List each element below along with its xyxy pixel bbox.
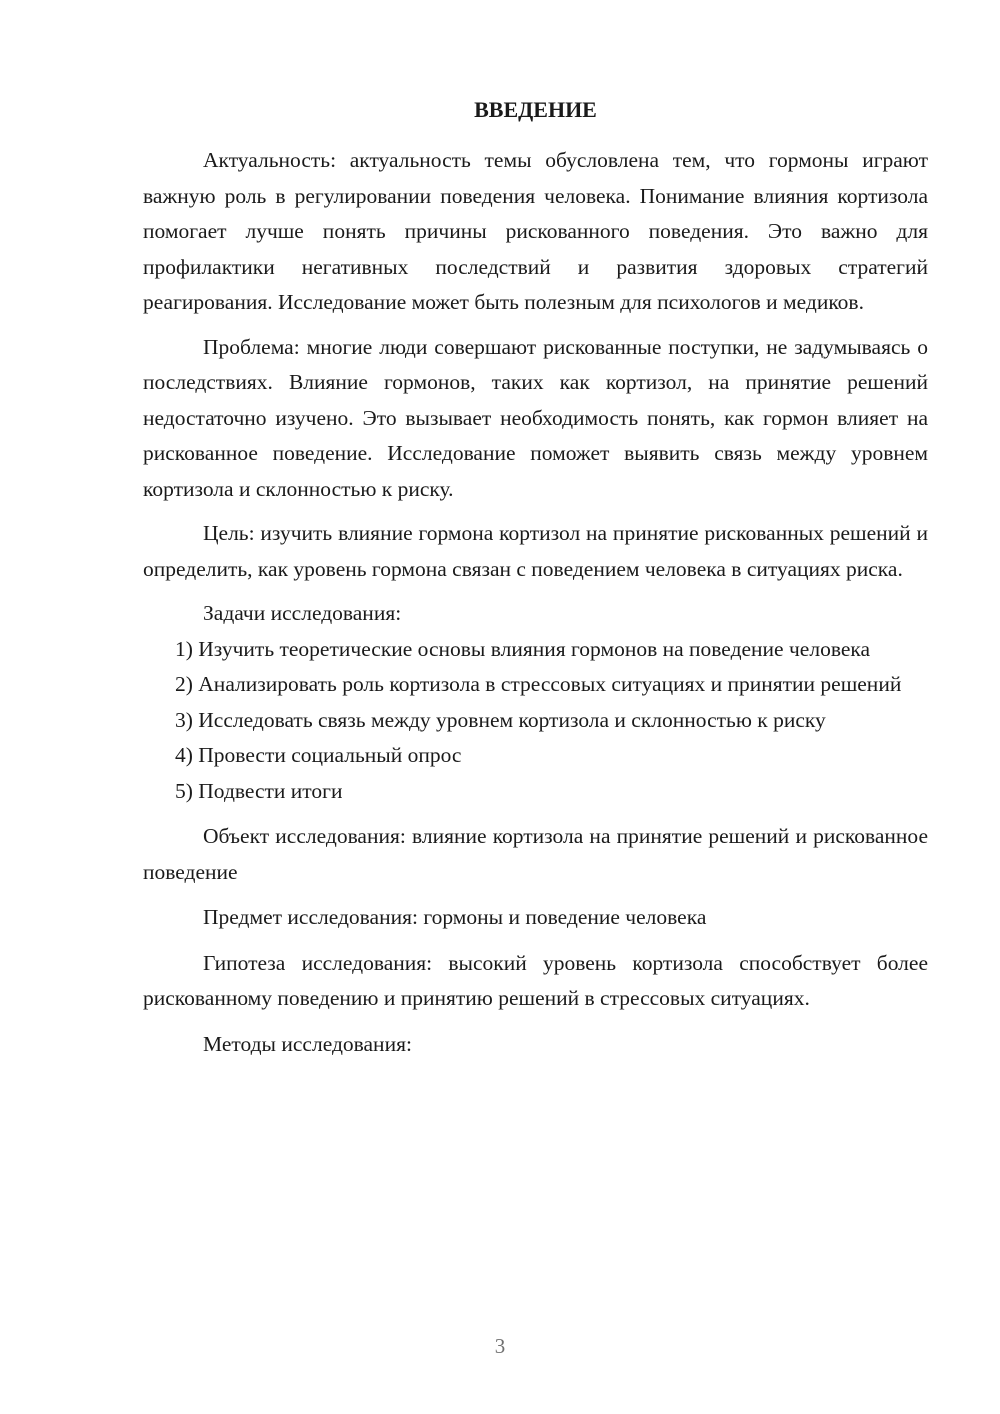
paragraph-goal: Цель: изучить влияние гормона кортизол на принятие рискованных решений и определить, как уровень гормона связан с поведением человека в ситуациях риска. — [143, 521, 928, 581]
document-page — [143, 95, 928, 1062]
paragraph-subject: Предмет исследования: гормоны и поведение человека — [203, 905, 707, 929]
list-item: 5) Подвести итоги — [175, 778, 343, 803]
list-item: 4) Провести социальный опрос — [175, 743, 462, 767]
tasks-list — [143, 632, 928, 810]
page-number: 3 — [494, 1334, 506, 1358]
paragraph-problem: Проблема: многие люди совершают рискованные поступки, не задумываясь о последствиях. Влияние гормонов, таких как кортизол, на принятие решений недостаточно изучено. Это вызывает необходимость понять, как гормон влияет на рискованное поведение. Исследование поможет выявить связь между уровнем кортизола и склонностью к риску. — [143, 334, 928, 501]
section-title: ВВЕДЕНИЕ — [474, 97, 597, 122]
list-item: 3) Исследовать связь между уровнем кортизола и склонностью к риску — [175, 707, 826, 732]
paragraph-hypothesis: Гипотеза исследования: высокий уровень кортизола способствует более рискованному поведению и принятию решений в стрессовых ситуациях. — [143, 950, 928, 1010]
list-item: 1) Изучить теоретические основы влияния гормонов на поведение человека — [175, 636, 871, 661]
paragraph-relevance: Актуальность: актуальность темы обусловлена тем, что гормоны играют важную роль в регулировании поведения человека. Понимание влияния кортизола помогает лучше понять причины рискованного поведения. Это важно для профилактики негативных последствий и развития здоровых стратегий реагирования. Исследование может быть полезным для психологов и медиков. — [143, 148, 928, 314]
list-item: 2) Анализировать роль кортизола в стрессовых ситуациях и принятии решений — [175, 672, 902, 696]
tasks-heading: Задачи исследования: — [203, 601, 402, 625]
paragraph-object: Объект исследования: влияние кортизола на принятие решений и рискованное поведение — [143, 824, 928, 884]
methods-heading: Методы исследования: — [203, 1031, 412, 1056]
